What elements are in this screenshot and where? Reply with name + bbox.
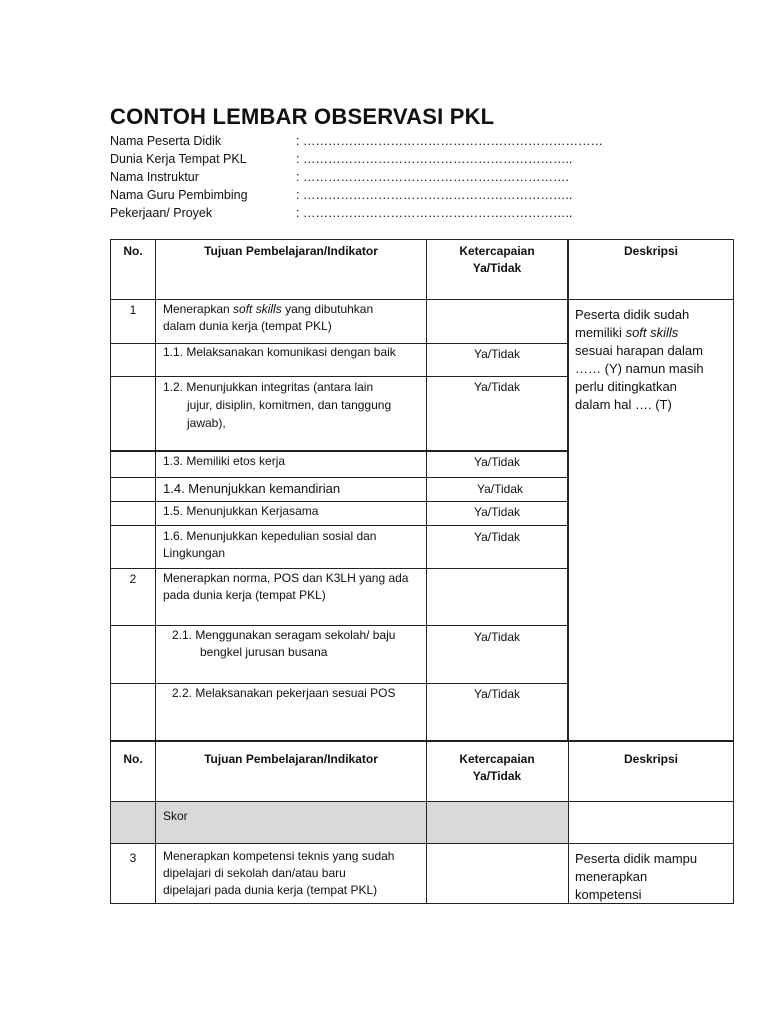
field-label: Nama Instruktur (110, 170, 199, 184)
field-value: : ………………………………………………………. (296, 170, 569, 184)
table-1-header-bottom (110, 299, 734, 300)
indikator-1-2-line2: jujur, disiplin, komitmen, dan tanggung (187, 398, 392, 412)
indikator-1-6 (163, 528, 376, 562)
deskripsi-3-line2: menerapkan (575, 869, 648, 884)
deskripsi-3-line3: kompetensi (575, 887, 642, 902)
status-1-6: Ya/Tidak (473, 530, 521, 544)
row-line (110, 683, 568, 684)
status-2-1: Ya/Tidak (473, 630, 521, 644)
deskripsi-3 (575, 850, 697, 904)
row-1-no: 1 (129, 303, 137, 317)
row-1-tujuan (163, 301, 373, 335)
row-line (110, 525, 568, 526)
indikator-1-6-line2: Lingkungan (163, 546, 226, 560)
row-2-tujuan (163, 570, 408, 604)
deskripsi-1-line1: Peserta didik sudah (575, 307, 690, 322)
deskripsi-1-line5: perlu ditingkatkan (575, 379, 677, 394)
status-1-2: Ya/Tidak (473, 380, 521, 394)
row-2-no: 2 (129, 572, 137, 586)
row-1-tujuan-line2: dalam dunia kerja (tempat PKL) (163, 319, 332, 333)
table-1-top-border (110, 239, 734, 240)
deskripsi-1-line6: dalam hal …. (T) (575, 397, 672, 412)
deskripsi-1-line2 (575, 324, 704, 342)
header-2-ketercapaian (427, 751, 567, 785)
deskripsi-1 (575, 306, 704, 414)
header-ketercapaian (427, 243, 567, 277)
indikator-1-2-line1: 1.2. Menunjukkan integritas (antara lain (163, 380, 374, 394)
col-line (155, 239, 156, 741)
text-segment-italic: soft skills (233, 302, 282, 316)
row-3-tujuan-line1: Menerapkan kompetensi teknis yang sudah (163, 849, 395, 863)
status-1-3: Ya/Tidak (473, 455, 521, 469)
text-segment: memiliki (575, 325, 626, 340)
indikator-2-1-line1: 2.1. Menggunakan seragam sekolah/ baju (172, 628, 396, 642)
deskripsi-3-line1: Peserta didik mampu (575, 851, 698, 866)
indikator-1-6-line1: 1.6. Menunjukkan kepedulian sosial dan (163, 529, 377, 543)
indikator-2-2: 2.2. Melaksanakan pekerjaan sesuai POS (172, 686, 396, 700)
row-3-tujuan-line2: dipelajari di sekolah dan/atau baru (163, 866, 346, 880)
table-1-bottom-border (110, 740, 734, 742)
indikator-1-5: 1.5. Menunjukkan Kerjasama (163, 504, 319, 518)
row-3-no: 3 (129, 851, 137, 865)
text-segment-italic: soft skills (625, 325, 679, 340)
skor-label: Skor (163, 809, 188, 823)
row-2-tujuan-line1: Menerapkan norma, POS dan K3LH yang ada (163, 571, 409, 585)
deskripsi-1-line4: …… (Y) namun masih (575, 361, 704, 376)
text-segment: Menerapkan (163, 302, 234, 316)
row-3-tujuan-line3: dipelajari pada dunia kerja (tempat PKL) (163, 883, 378, 897)
deskripsi-1-line3: sesuai harapan dalam (575, 343, 703, 358)
field-value: : ……………………………………………………….. (296, 152, 573, 166)
status-1-5: Ya/Tidak (473, 505, 521, 519)
header-2-ketercapaian-line1: Ketercapaian (459, 752, 535, 766)
indikator-1-4: 1.4. Menunjukkan kemandirian (163, 481, 341, 496)
col-line (733, 239, 734, 741)
status-2-2: Ya/Tidak (473, 687, 521, 701)
field-value: : ……………………………………………………….. (296, 188, 573, 202)
indikator-1-2-line3: jawab), (187, 416, 226, 430)
field-label: Dunia Kerja Tempat PKL (110, 152, 247, 166)
page-title: CONTOH LEMBAR OBSERVASI PKL (110, 104, 495, 129)
row-line (110, 501, 568, 502)
row-line (110, 450, 568, 452)
row-line (110, 376, 568, 377)
header-2-no: No. (123, 752, 143, 766)
col-line (733, 741, 734, 904)
field-label: Nama Guru Pembimbing (110, 188, 248, 202)
row-3-tujuan (163, 848, 394, 899)
indikator-2-1-line2: bengkel jurusan busana (200, 645, 328, 659)
header-tujuan: Tujuan Pembelajaran/Indikator (204, 244, 378, 258)
header-deskripsi: Deskripsi (623, 244, 679, 258)
status-1-1: Ya/Tidak (473, 347, 521, 361)
skor-row-shade-mid (427, 802, 568, 843)
indikator-1-2 (163, 378, 391, 432)
row-line (110, 568, 568, 569)
col-line (426, 239, 427, 741)
field-label: Nama Peserta Didik (110, 134, 222, 148)
row-line (110, 625, 568, 626)
header-2-tujuan: Tujuan Pembelajaran/Indikator (204, 752, 378, 766)
header-2-ketercapaian-line2: Ya/Tidak (472, 769, 522, 783)
header-no: No. (123, 244, 143, 258)
skor-row-shade-left (111, 802, 426, 843)
header-ketercapaian-line2: Ya/Tidak (472, 261, 522, 275)
indikator-1-1: 1.1. Melaksanakan komunikasi dengan baik (163, 345, 396, 359)
row-1-tujuan-line1 (163, 301, 373, 318)
header-2-deskripsi: Deskripsi (623, 752, 679, 766)
text-segment: yang dibutuhkan (281, 302, 374, 316)
field-value: : ……………………………………………………………… (296, 134, 603, 148)
row-line (110, 477, 568, 478)
indikator-1-3: 1.3. Memiliki etos kerja (163, 454, 286, 468)
status-1-4: Ya/Tidak (476, 482, 524, 496)
indikator-2-1 (172, 627, 395, 661)
field-value: : ……………………………………………………….. (296, 206, 573, 220)
header-ketercapaian-line1: Ketercapaian (459, 244, 535, 258)
row-2-tujuan-line2: pada dunia kerja (tempat PKL) (163, 588, 326, 602)
field-label: Pekerjaan/ Proyek (110, 206, 213, 220)
row-line (110, 843, 734, 844)
